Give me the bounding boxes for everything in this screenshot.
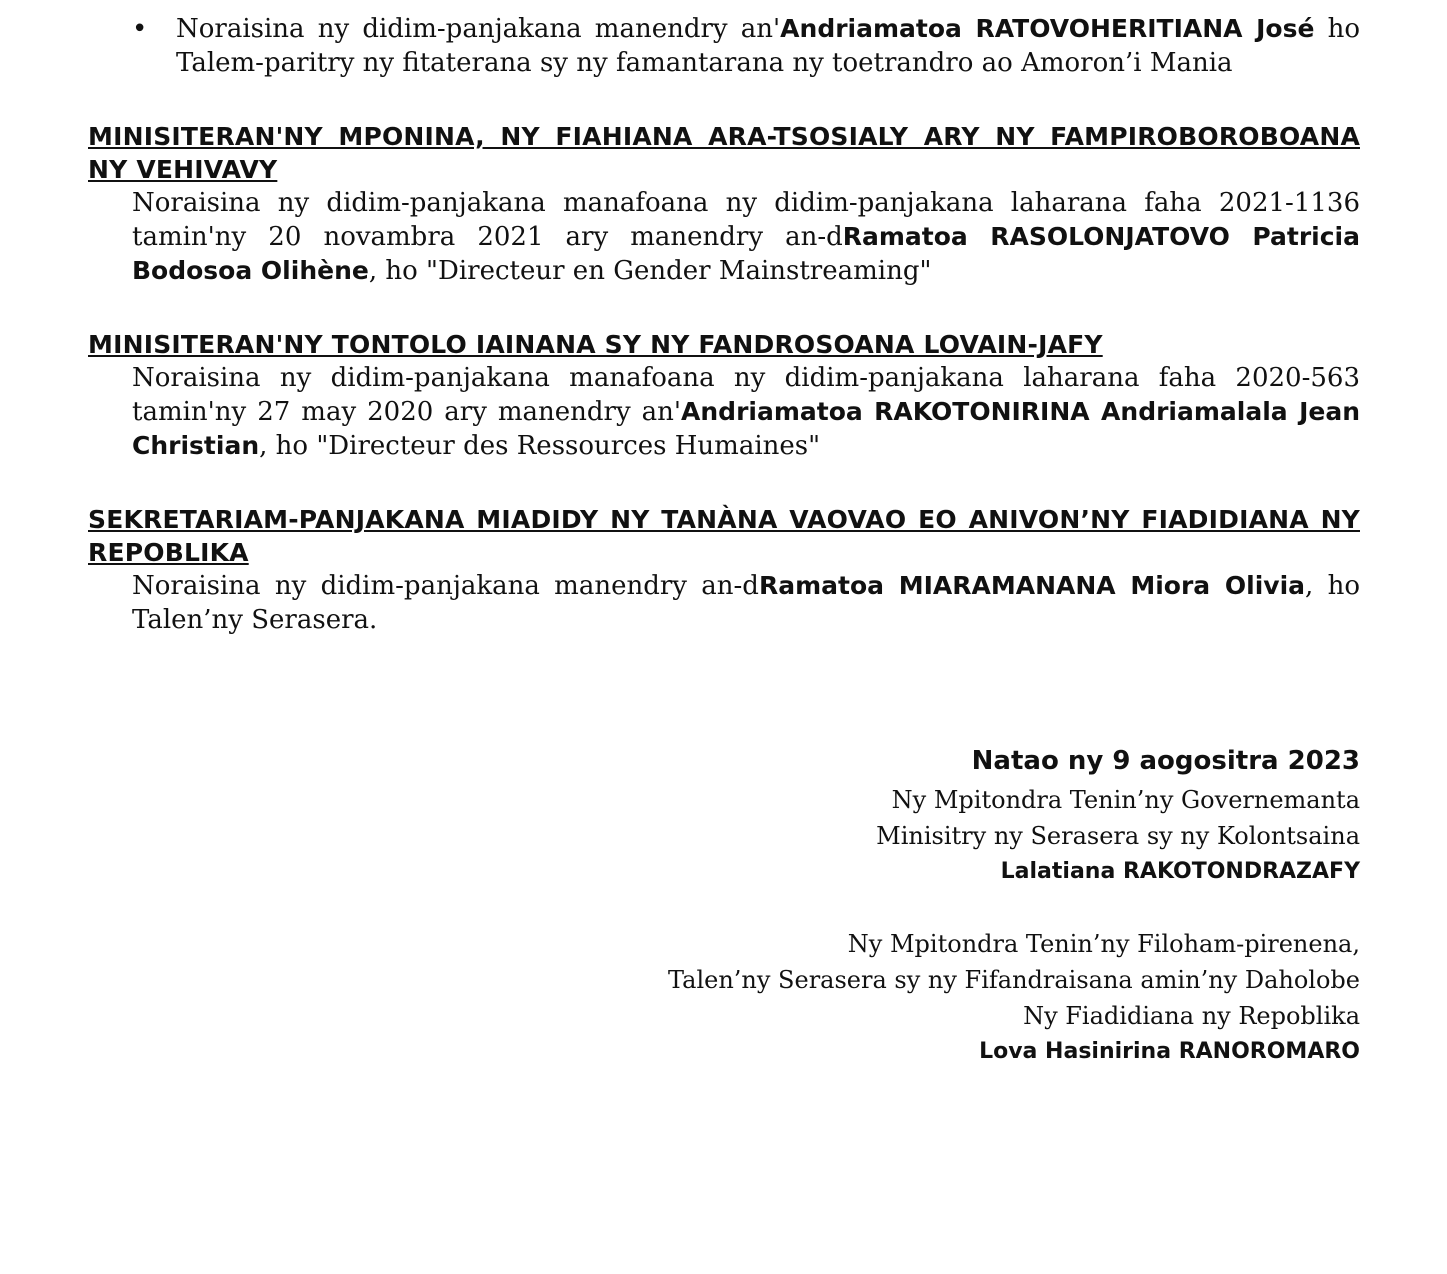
bullet-name: Andriamatoa RATOVOHERITIANA José: [780, 14, 1315, 43]
bullet-text-after: ho Talem-paritry ny fitaterana sy ny famantarana ny toetrandro ao Amoron’i Mania: [176, 14, 1360, 78]
appointee-name: Ramatoa RASOLONJATOVO Patricia Bodosoa Olihène: [132, 222, 1360, 285]
section-heading: MINISITERAN'NY MPONINA, NY FIAHIANA ARA-TSOSIALY ARY NY FAMPIROBOROBOANA NY VEHIVAVY: [88, 122, 1360, 184]
section-ministry-environment: [88, 328, 1360, 463]
signature-title-line: Minisitry ny Serasera sy ny Kolontsaina: [876, 822, 1360, 850]
appointee-name: Ramatoa MIARAMANANA Miora Olivia: [758, 571, 1306, 600]
signature-title-line: Ny Mpitondra Tenin’ny Governemanta: [891, 786, 1360, 814]
signatory-name: Lalatiana RAKOTONDRAZAFY: [1000, 859, 1360, 884]
signature-block: [668, 740, 1360, 1070]
section-body: [88, 361, 1360, 463]
document-page: [88, 12, 1360, 637]
section-secretariat-new-cities: [88, 503, 1360, 637]
signature-title-line: Talen’ny Serasera sy ny Fifandraisana amin’ny Daholobe: [667, 966, 1360, 994]
section-text-before: Noraisina ny didim-panjakana manendry an-d: [132, 571, 759, 601]
section-body: [88, 569, 1360, 637]
section-heading: MINISITERAN'NY TONTOLO IAINANA SY NY FANDROSOANA LOVAIN-JAFY: [88, 330, 1103, 359]
section-text-before: Noraisina ny didim-panjakana manafoana ny didim-panjakana laharana faha 2020-563 tamin'ny 27 may 2020 ary manendry an': [132, 363, 1360, 427]
signatory-name: Lova Hasinirina RANOROMARO: [979, 1039, 1360, 1064]
section-body: [88, 186, 1360, 288]
section-text-before: Noraisina ny didim-panjakana manafoana ny didim-panjakana laharana faha 2021-1136 tamin'ny 20 novambra 2021 ary manendry an-d: [132, 188, 1360, 252]
section-ministry-population: [88, 120, 1360, 288]
section-text-after: , ho "Directeur en Gender Mainstreaming": [368, 256, 932, 286]
section-heading: SEKRETARIAM-PANJAKANA MIADIDY NY TANÀNA VAOVAO EO ANIVON’NY FIADIDIANA NY REPOBLIKA: [88, 505, 1360, 567]
signature-title-line: Ny Mpitondra Tenin’ny Filoham-pirenena,: [847, 930, 1360, 958]
bullet-dot-icon: •: [132, 14, 148, 44]
appointee-name: Andriamatoa RAKOTONIRINA Andriamalala Jean Christian: [132, 397, 1361, 460]
signature-spacer: [668, 890, 1360, 926]
section-text-after: , ho "Directeur des Ressources Humaines": [259, 431, 821, 461]
bullet-item: [88, 12, 1360, 80]
signature-date: Natao ny 9 aogositra 2023: [971, 746, 1360, 776]
section-text-after: , ho Talen’ny Serasera.: [132, 571, 1361, 635]
signature-title-line: Ny Fiadidiana ny Repoblika: [1023, 1002, 1360, 1030]
bullet-text-before: Noraisina ny didim-panjakana manendry an': [176, 14, 781, 44]
